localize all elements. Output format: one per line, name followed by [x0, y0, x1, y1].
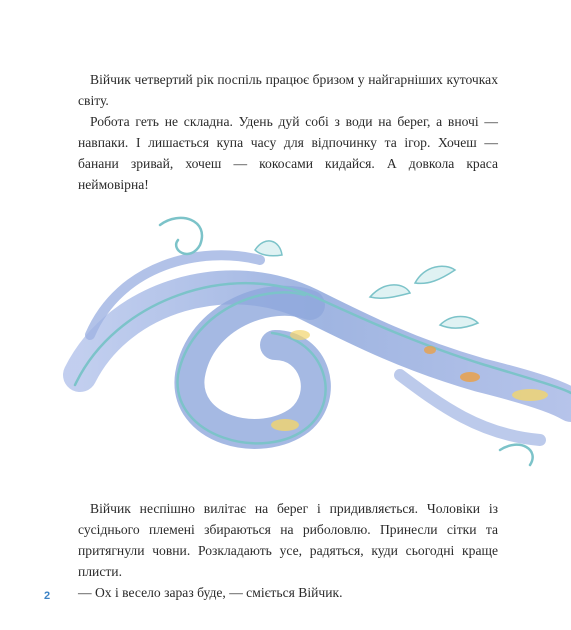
leaf-3 — [440, 317, 478, 329]
paragraph-3: Війчик неспішно вилітає на берег і придивляється. Чоловіки із сусіднього племені збираються на риболовлю. Принесли сітки та притягнули човни. Розкладають усе, радяться, куди сьогодні краще плисти. — [78, 501, 498, 579]
top-text-block — [78, 69, 498, 195]
accent-yellow-3 — [512, 389, 548, 401]
accent-orange-2 — [424, 346, 436, 354]
accent-yellow-1 — [271, 419, 299, 431]
paragraph-4-dialog: — Ох і весело зараз буде, — сміється Війчик. — [78, 585, 343, 600]
accent-yellow-2 — [290, 330, 310, 340]
leaf-2 — [415, 266, 455, 283]
accent-orange-1 — [460, 372, 480, 382]
leaf-1 — [370, 285, 410, 298]
paragraph-2: Робота геть не складна. Удень дуй собі з води на берег, а вночі — навпаки. І лишається купа часу для відпочинку та ігор. Хочеш — банани зривай, хочеш — кокосами кидайся. А довкола краса неймовірна! — [78, 114, 498, 192]
paragraph-1: Війчик четвертий рік поспіль працює бризом у найгарніших куточках світу. — [78, 72, 498, 108]
page-number: 2 — [44, 590, 51, 602]
wind-swirl-illustration — [60, 205, 571, 485]
bottom-text-block — [78, 498, 498, 603]
wind-curl-top — [160, 218, 202, 254]
leaf-4 — [255, 241, 282, 256]
wind-curl-bottom — [500, 445, 533, 465]
